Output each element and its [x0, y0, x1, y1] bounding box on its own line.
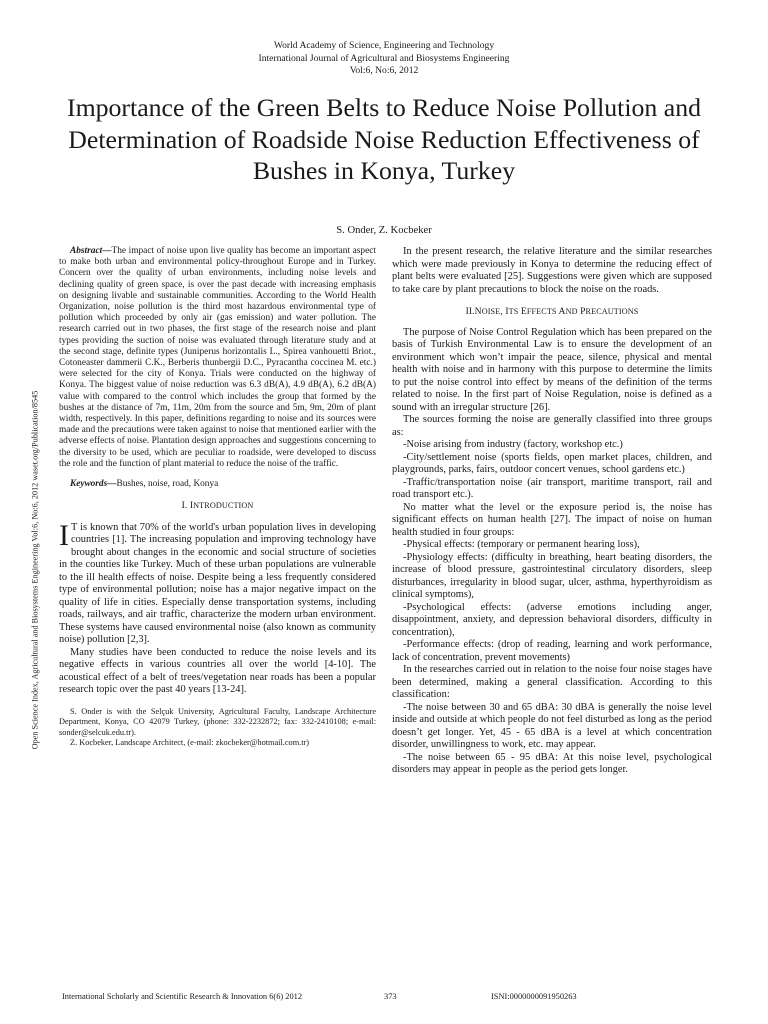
drop-cap: I [59, 518, 69, 552]
keywords-label: Keywords [70, 479, 108, 490]
s2-w4-initial: A [558, 306, 566, 317]
footer-page-number: 373 [384, 992, 397, 1001]
right-paragraph-10: -Psychological effects: (adverse emotions including anger, disappointment, anxiety, and depression behavioral disorders, difficulty in concentration), [392, 601, 712, 638]
s2-w2-initial: I [505, 306, 509, 317]
introduction-body [59, 518, 376, 697]
abstract-text: The impact of noise upon live quality has become an important aspect to make both urban and environmental policy-throughout Europe and in Turkey. Concern over the quality of urban environments, including noise levels and declining quality of green space, is over the past decade with increasing emphasis on designing livable and sustainable communities. According to the World Health Organization, noise pollution is the third most hazardous environmental type of pollution which proceeded by only air (gas emission) and water pollution. The research carried out in two phases, the first stage of the research noise and plant types providing the suction of noise was evaluated through literature study and at the second stage, definite types (Juniperus horizontalis L., Spirea vanhouetti Briot., Cotoneaster dammerii C.K., Berberis thunbergii D.C., Pyracantha coccinea M. etc.) were selected for the city of Konya. Trials were conducted on the highway of Konya. The biggest value of noise reduction was 6.3 dB(A), 4.9 dB(A), 6.2 dB(A) value with compared to the control which includes the group that formed by the bushes at the distance of 7m, 11m, 20m from the source and 5m, 9m, 20m of plant width, respectively. In this paper, definitions regarding to noise and its sources were made and the precautions were taken against to noise that mentioned earlier with the adverse effects of noise. Plantation design approaches and suggestions concerning to the diversity to be used, which are peculiar to roadside, were developed to discuss the role and the function of plant material to reduce the noise of the traffic. [59, 246, 376, 469]
footnote-author-2: Z. Kocbeker, Landscape Architect, (e-mail: zkocbeker@hotmail.com.tr) [70, 738, 310, 748]
section-heading-noise-effects [392, 306, 712, 319]
abstract [59, 246, 376, 470]
footer-publisher: International Scholarly and Scientific Research & Innovation 6(6) 2012 [62, 992, 303, 1001]
abstract-label: Abstract [70, 246, 103, 256]
author-footnotes [59, 707, 376, 749]
side-margin-citation [28, 350, 42, 790]
header-journal: International Journal of Agricultural and Biosystems Engineering [258, 52, 510, 64]
footnote-author-1: S. Onder is with the Selçuk University, Agricultural Faculty, Landscape Architecture Department, Konya, CO 42079 Turkey, (phone: 332-2232872; fax: 332-2410108; e-mail: sonder@selcuk.edu.tr). [59, 706, 376, 737]
section-title-rest: NTRODUCTION [193, 501, 254, 511]
keywords-dash: — [107, 479, 117, 490]
s2-w1-rest: OISE [481, 307, 501, 316]
header-publisher: World Academy of Science, Engineering and Technology [273, 40, 495, 51]
right-paragraph-13: -The noise between 30 and 65 dBA: 30 dBA is generally the noise level inside and outside at which people do not feel disturbed as long as the period doesn’t get longer. Yet, 45 - 65 dBA is a level at which concentration disorder, unwillingness to work, etc. may appear. [392, 701, 712, 750]
keywords [59, 479, 376, 490]
right-paragraph-12: In the researches carried out in relation to the noise four noise stages have been determined, making a general classification. According to this classification: [392, 664, 712, 700]
paper-title: Importance of the Green Belts to Reduce Noise Pollution and Determination of Roadside Noise Reduction Effectiveness of Bushes in Konya, Turkey [66, 93, 701, 185]
right-paragraph-8: -Physical effects: (temporary or permanent hearing loss), [403, 539, 640, 550]
s2-comma: , [500, 306, 503, 317]
s2-w2-rest: TS [508, 307, 519, 316]
footer-isni: ISNI:0000000091950263 [491, 992, 577, 1001]
s2-w5-rest: RECAUTIONS [585, 307, 639, 316]
header-volume: Vol:6, No:6, 2012 [349, 65, 419, 76]
s2-w3-initial: E [520, 306, 527, 317]
side-citation-text: Open Science Index, Agricultural and Biosystems Engineering Vol:6, No:6, 2012 waset.org/Publication/8545 [30, 390, 40, 750]
right-paragraph-9: -Physiology effects: (difficulty in breathing, heart beating disorders, the increase of blood pressure, gastrointestinal circulatory disorders, sleep disturbances, irregularity in blood sugar, ulcer, asthma, hyperthyroidism as clinical symptoms), [392, 551, 712, 600]
s2-w3-rest: FFECTS [526, 307, 557, 316]
s2-w4-rest: ND [565, 307, 578, 316]
right-column [392, 246, 712, 777]
right-paragraph-5: -City/settlement noise (sports fields, open market places, children, and playgrounds, parks, fairs, outdoor concert venues, school gardens etc.) [392, 451, 712, 475]
section-number: I. [181, 500, 188, 512]
abstract-dash: — [102, 246, 112, 256]
intro-paragraph-1 [59, 518, 376, 647]
s2-w1-initial: N [474, 306, 482, 317]
right-paragraph-7: No matter what the level or the exposure period is, the noise has significant effects on human health [27]. The impact of noise on human health studied in four groups: [392, 501, 712, 538]
right-paragraph-2: The purpose of Noise Control Regulation which has been prepared on the basis of Turkish Environmental Law is to ensure the development of an environment which won’t impair the peace, silence, physical and mental health with noise and in harmony with this purpose to determine the limits to put the noise control into effect by means of the definition of the terms related to noise. In the first part of Noise Regulation, noise is defined as a sound with an irregular structure [26]. [392, 326, 712, 413]
paper-authors: S. Onder, Z. Kocbeker [336, 225, 432, 236]
right-paragraph-14: -The noise between 65 - 95 dBA: At this noise level, psychological disorders may appear in people as the period gets longer. [392, 751, 712, 775]
journal-header [0, 40, 768, 78]
s2-w5-initial: P [580, 306, 586, 317]
right-paragraph-6: -Traffic/transportation noise (air transport, maritime transport, rail and road transport etc.). [392, 476, 712, 500]
keywords-text: Bushes, noise, road, Konya [116, 479, 219, 490]
left-column [59, 246, 376, 749]
right-paragraph-1: In the present research, the relative literature and the similar researches which were made previously in Konya to determine the reducing effect of plant belts were evaluated [25]. Suggestions were given which are supposed to take care by plant precautions to block the noise on the roads. [392, 246, 712, 295]
intro-paragraph-2: Many studies have been conducted to reduce the noise levels and its negative effects in various countries all over the world [4-10]. The acoustical effect of a belt of trees/vegetation near roads has been a popular research topic over the past 40 years [13-24]. [59, 646, 376, 696]
right-paragraph-4: -Noise arising from industry (factory, workshop etc.) [403, 439, 623, 450]
section-title-initial: I [189, 500, 194, 512]
intro-p1-text: T is known that 70% of the world's urban population lives in developing countries [1]. The increasing population and improving technology have brought about changes in the economic and social structure of societies in the counties like Turkey. Much of these urban populations are vulnerable to the ill health effects of noise. Despite being a less frequently considered type of environmental pollution; noise has a major negative impact on the quality of life in cities. Especially dense transportation systems, including roads, railways, and air traffic, characterize the modern urban environment. These systems have caused environmental noise (also known as community noise) pollution [2,3]. [59, 521, 376, 646]
right-paragraph-3: The sources forming the noise are generally classified into three groups as: [392, 414, 712, 438]
section2-number: II. [465, 306, 475, 317]
right-paragraph-11: -Performance effects: (drop of reading, learning and work performance, lack of concentration, prevent movements) [392, 639, 712, 663]
section-heading-introduction [59, 500, 376, 513]
